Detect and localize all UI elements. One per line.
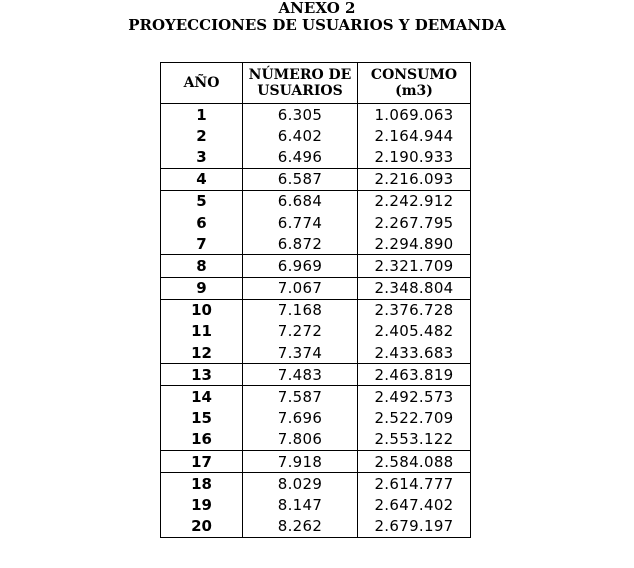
year-cell: 6 [161, 212, 243, 233]
year-cell: 14 [161, 386, 243, 408]
table-row [161, 494, 471, 515]
table-row [161, 429, 471, 451]
year-cell: 12 [161, 342, 243, 364]
year-cell: 10 [161, 299, 243, 321]
users-cell: 8.147 [243, 494, 358, 515]
consumption-cell: 1.069.063 [358, 104, 471, 126]
table-row [161, 146, 471, 168]
users-cell: 7.272 [243, 321, 358, 342]
table-row [161, 125, 471, 146]
year-cell: 2 [161, 125, 243, 146]
consumption-cell: 2.522.709 [358, 408, 471, 429]
page-subtitle: PROYECCIONES DE USUARIOS Y DEMANDA [128, 16, 506, 34]
column-header-line: CONSUMO [370, 67, 458, 83]
users-cell: 8.262 [243, 516, 358, 538]
users-cell: 6.872 [243, 233, 358, 255]
year-cell: 16 [161, 429, 243, 451]
page-title: ANEXO 2 [278, 0, 356, 17]
consumption-cell: 2.376.728 [358, 299, 471, 321]
consumption-cell: 2.294.890 [358, 233, 471, 255]
users-cell: 6.402 [243, 125, 358, 146]
year-cell: 8 [161, 255, 243, 277]
table-row [161, 255, 471, 277]
consumption-cell: 2.584.088 [358, 451, 471, 473]
table-row [161, 168, 471, 190]
consumption-cell: 2.321.709 [358, 255, 471, 277]
year-cell: 15 [161, 408, 243, 429]
consumption-cell: 2.267.795 [358, 212, 471, 233]
column-header-consumption [358, 63, 471, 104]
year-cell: 13 [161, 364, 243, 386]
table-row [161, 212, 471, 233]
year-cell: 3 [161, 146, 243, 168]
users-cell: 7.067 [243, 277, 358, 299]
year-cell: 4 [161, 168, 243, 190]
column-header-users [243, 63, 358, 104]
year-cell: 11 [161, 321, 243, 342]
consumption-cell: 2.647.402 [358, 494, 471, 515]
year-cell: 1 [161, 104, 243, 126]
table-row [161, 364, 471, 386]
consumption-cell: 2.216.093 [358, 168, 471, 190]
year-cell: 17 [161, 451, 243, 473]
column-header-line: NÚMERO DE [248, 67, 352, 83]
consumption-cell: 2.242.912 [358, 190, 471, 212]
consumption-cell: 2.405.482 [358, 321, 471, 342]
projections-table [160, 62, 471, 538]
table-row [161, 104, 471, 126]
users-cell: 6.774 [243, 212, 358, 233]
table-row [161, 408, 471, 429]
users-cell: 7.374 [243, 342, 358, 364]
users-cell: 7.587 [243, 386, 358, 408]
table-row [161, 321, 471, 342]
column-header-year [161, 63, 243, 104]
table-row [161, 386, 471, 408]
table-row [161, 190, 471, 212]
table-row [161, 451, 471, 473]
consumption-cell: 2.348.804 [358, 277, 471, 299]
table-row [161, 277, 471, 299]
table-body [161, 104, 471, 538]
users-cell: 6.496 [243, 146, 358, 168]
users-cell: 7.918 [243, 451, 358, 473]
consumption-cell: 2.433.683 [358, 342, 471, 364]
users-cell: 7.806 [243, 429, 358, 451]
column-header-line: USUARIOS [257, 83, 343, 99]
column-header-line: AÑO [183, 75, 220, 91]
year-cell: 5 [161, 190, 243, 212]
table-row [161, 516, 471, 538]
consumption-cell: 2.679.197 [358, 516, 471, 538]
users-cell: 7.483 [243, 364, 358, 386]
users-cell: 6.969 [243, 255, 358, 277]
table-row [161, 342, 471, 364]
year-cell: 20 [161, 516, 243, 538]
document-header [0, 0, 634, 34]
users-cell: 7.696 [243, 408, 358, 429]
consumption-cell: 2.614.777 [358, 473, 471, 495]
consumption-cell: 2.492.573 [358, 386, 471, 408]
table-row [161, 233, 471, 255]
table-row [161, 299, 471, 321]
table-row [161, 473, 471, 495]
users-cell: 6.305 [243, 104, 358, 126]
year-cell: 7 [161, 233, 243, 255]
table-header [161, 63, 471, 104]
consumption-cell: 2.164.944 [358, 125, 471, 146]
consumption-cell: 2.553.122 [358, 429, 471, 451]
consumption-cell: 2.463.819 [358, 364, 471, 386]
year-cell: 18 [161, 473, 243, 495]
users-cell: 8.029 [243, 473, 358, 495]
users-cell: 6.684 [243, 190, 358, 212]
users-cell: 7.168 [243, 299, 358, 321]
consumption-cell: 2.190.933 [358, 146, 471, 168]
users-cell: 6.587 [243, 168, 358, 190]
year-cell: 19 [161, 494, 243, 515]
column-header-line: (m3) [395, 83, 433, 99]
year-cell: 9 [161, 277, 243, 299]
